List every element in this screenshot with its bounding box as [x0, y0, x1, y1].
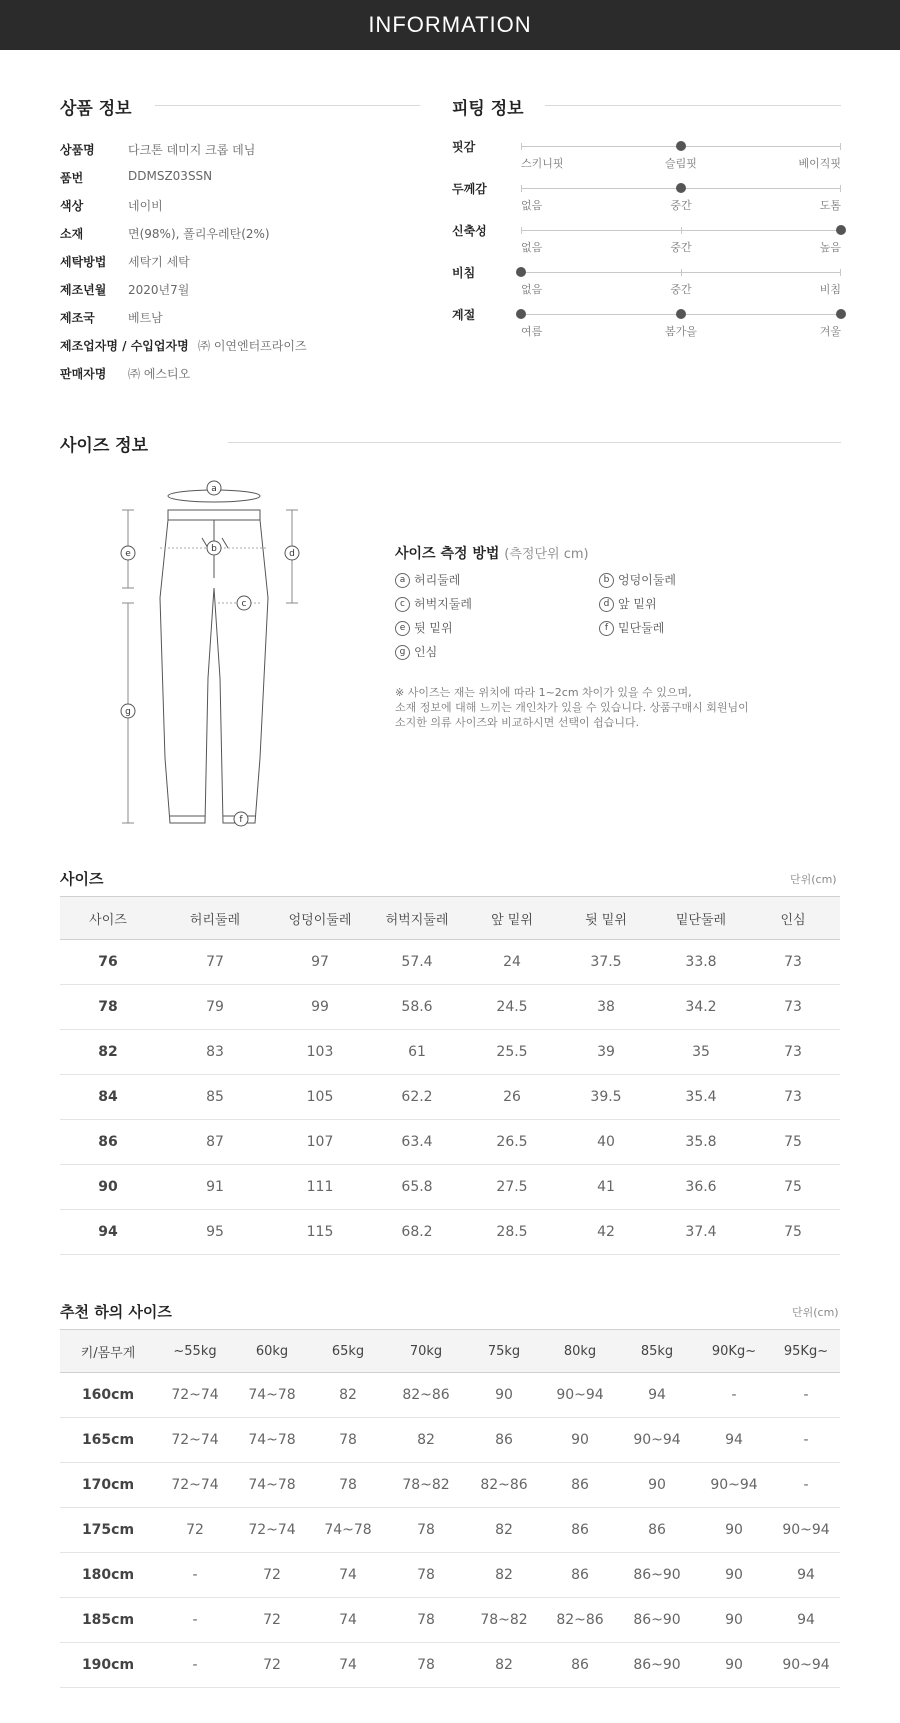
recommend-table-unit: 단위(cm) [792, 1306, 839, 1319]
recommend-table-title: 추천 하의 사이즈 [60, 1303, 172, 1321]
table-cell: 75 [746, 1120, 840, 1165]
product-info-row [60, 309, 163, 329]
table-header-cell: 95Kg~ [772, 1330, 840, 1373]
fitting-track [521, 314, 841, 315]
product-info-row [60, 141, 255, 161]
fitting-option: 도톰 [819, 199, 841, 212]
measure-item [395, 619, 453, 636]
table-cell: 72 [234, 1643, 310, 1688]
table-cell: 94 [772, 1598, 840, 1643]
product-info-row [60, 337, 307, 357]
fitting-tick [840, 269, 841, 276]
measure-note-line: ※ 사이즈는 재는 위치에 따라 1~2cm 차이가 있을 수 있으며, [395, 686, 692, 699]
table-cell: - [772, 1418, 840, 1463]
measure-note-line: 소지한 의류 사이즈와 비교하시면 선택이 쉽습니다. [395, 716, 640, 729]
table-cell: 34.2 [656, 985, 746, 1030]
table-cell: 90~94 [772, 1643, 840, 1688]
product-info-key: 세탁방법 [60, 255, 107, 269]
table-cell: 86 [542, 1508, 618, 1553]
table-cell: 90 [696, 1598, 772, 1643]
information-header: INFORMATION [0, 0, 900, 50]
table-row [60, 1030, 840, 1075]
product-info-title: 상품 정보 [60, 99, 132, 119]
fitting-info-title: 피팅 정보 [452, 99, 524, 119]
measure-item [599, 571, 676, 588]
table-cell: 95 [156, 1210, 274, 1255]
product-info-divider [155, 105, 420, 106]
table-cell: - [772, 1463, 840, 1508]
table-cell: 94 [696, 1418, 772, 1463]
fitting-option: 중간 [670, 199, 692, 212]
fitting-selected-dot [676, 183, 686, 193]
table-cell: 90~94 [696, 1463, 772, 1508]
fitting-tick [521, 143, 522, 150]
table-cell: 78 [386, 1643, 466, 1688]
product-info-key: 상품명 [60, 143, 95, 157]
table-cell: - [696, 1373, 772, 1418]
table-cell: 94 [772, 1553, 840, 1598]
table-cell: 78 [310, 1418, 386, 1463]
measure-marker: e [395, 621, 410, 636]
product-info-key: 제조년월 [60, 283, 107, 297]
fitting-label: 비침 [452, 266, 476, 280]
fitting-selected-dot [676, 141, 686, 151]
product-info-value: 세탁기 세탁 [128, 255, 190, 269]
table-cell: 94 [618, 1373, 696, 1418]
measure-item [395, 571, 460, 588]
product-info-key: 제조국 [60, 311, 95, 325]
fitting-label: 두께감 [452, 182, 487, 196]
table-header-cell: 사이즈 [60, 897, 156, 940]
table-row [60, 985, 840, 1030]
svg-text:c: c [241, 599, 247, 609]
table-cell: 105 [274, 1075, 366, 1120]
fitting-tick [840, 185, 841, 192]
measure-method-title [395, 543, 589, 563]
product-info-key: 품번 [60, 171, 84, 185]
table-cell: 57.4 [366, 940, 468, 985]
product-info-row [60, 281, 189, 301]
table-cell: 26.5 [468, 1120, 556, 1165]
product-info-value: 베트남 [128, 311, 163, 325]
table-cell: 86 [60, 1120, 156, 1165]
measure-label: 앞 밑위 [618, 597, 657, 611]
fitting-selected-dot [516, 267, 526, 277]
marker-c [237, 596, 251, 610]
table-cell: 82 [466, 1643, 542, 1688]
product-info-value: ㈜ 이연엔터프라이즈 [198, 339, 307, 353]
fitting-label: 계절 [452, 308, 476, 322]
svg-text:f: f [239, 815, 243, 825]
fitting-option: 베이직핏 [798, 157, 841, 170]
table-cell: 90~94 [772, 1508, 840, 1553]
table-header-cell: 90Kg~ [696, 1330, 772, 1373]
table-cell: 72~74 [156, 1373, 234, 1418]
table-cell: 78~82 [466, 1598, 542, 1643]
table-cell: 26 [468, 1075, 556, 1120]
fitting-track [521, 272, 841, 273]
table-cell: 86~90 [618, 1553, 696, 1598]
product-info-value: 2020년7월 [128, 283, 190, 297]
table-cell: 185cm [60, 1598, 156, 1643]
table-cell: 78 [386, 1553, 466, 1598]
pants-size-diagram [110, 478, 320, 828]
table-header-cell: 엉덩이둘레 [274, 897, 366, 940]
fitting-option: 겨울 [819, 325, 841, 338]
size-info-title: 사이즈 정보 [60, 436, 149, 456]
product-info-value: DDMSZ03SSN [128, 169, 213, 183]
table-cell: - [156, 1553, 234, 1598]
product-info-value: 면(98%), 폴리우레탄(2%) [128, 227, 270, 241]
table-cell: 39 [556, 1030, 656, 1075]
table-cell: 65.8 [366, 1165, 468, 1210]
measure-item [395, 595, 472, 612]
fitting-selected-dot [516, 309, 526, 319]
table-cell: 73 [746, 940, 840, 985]
table-cell: 103 [274, 1030, 366, 1075]
table-cell: 86 [542, 1643, 618, 1688]
table-cell: 90~94 [618, 1418, 696, 1463]
table-cell: 111 [274, 1165, 366, 1210]
table-cell: 77 [156, 940, 274, 985]
product-info-key: 색상 [60, 199, 84, 213]
measure-label: 뒷 밑위 [414, 621, 453, 635]
table-header-cell: 뒷 밑위 [556, 897, 656, 940]
marker-g [121, 704, 135, 718]
product-info-key: 소재 [60, 227, 84, 241]
table-cell: 90 [618, 1463, 696, 1508]
size-table [60, 896, 840, 1255]
table-cell: 72~74 [156, 1418, 234, 1463]
size-table-unit: 단위(cm) [790, 873, 837, 886]
table-cell: 84 [60, 1075, 156, 1120]
table-header-cell: ~55kg [156, 1330, 234, 1373]
table-cell: 35 [656, 1030, 746, 1075]
size-info-divider [228, 442, 841, 443]
marker-f [234, 812, 248, 826]
fitting-label: 핏감 [452, 140, 476, 154]
measure-marker: a [395, 573, 410, 588]
fitting-tick [840, 143, 841, 150]
fitting-option: 비침 [819, 283, 841, 296]
table-row [60, 1165, 840, 1210]
table-cell: 61 [366, 1030, 468, 1075]
table-cell: 86 [542, 1553, 618, 1598]
table-cell: 90 [542, 1418, 618, 1463]
table-cell: 35.8 [656, 1120, 746, 1165]
table-header-cell: 85kg [618, 1330, 696, 1373]
table-cell: 74~78 [234, 1418, 310, 1463]
fitting-selected-dot [836, 225, 846, 235]
product-info-row [60, 169, 212, 189]
table-cell: 72~74 [234, 1508, 310, 1553]
fitting-tick [681, 227, 682, 234]
table-cell: 74~78 [310, 1508, 386, 1553]
table-cell: 42 [556, 1210, 656, 1255]
table-cell: - [772, 1373, 840, 1418]
recommend-table [60, 1329, 840, 1688]
measure-label: 허벅지둘레 [414, 597, 472, 611]
measure-marker: c [395, 597, 410, 612]
fitting-option: 중간 [670, 283, 692, 296]
product-info-row [60, 225, 270, 245]
table-cell: 40 [556, 1120, 656, 1165]
measure-label: 허리둘레 [414, 573, 461, 587]
table-cell: 74 [310, 1553, 386, 1598]
table-cell: 90~94 [542, 1373, 618, 1418]
table-cell: 24 [468, 940, 556, 985]
table-cell: 78 [386, 1508, 466, 1553]
table-cell: 78 [60, 985, 156, 1030]
product-info-value: 다크톤 데미지 크롭 데님 [128, 143, 256, 157]
table-cell: 24.5 [468, 985, 556, 1030]
table-cell: 74 [310, 1643, 386, 1688]
measure-marker: b [599, 573, 614, 588]
table-cell: 99 [274, 985, 366, 1030]
table-header-cell: 허벅지둘레 [366, 897, 468, 940]
table-cell: 90 [60, 1165, 156, 1210]
table-header-cell: 60kg [234, 1330, 310, 1373]
table-row [60, 1210, 840, 1255]
table-cell: 82 [60, 1030, 156, 1075]
table-row [60, 1553, 840, 1598]
measure-label: 인심 [414, 645, 438, 659]
fitting-track [521, 146, 841, 147]
table-cell: 35.4 [656, 1075, 746, 1120]
table-cell: 85 [156, 1075, 274, 1120]
table-cell: 82~86 [386, 1373, 466, 1418]
fitting-label: 신축성 [452, 224, 487, 238]
table-header-cell: 허리둘레 [156, 897, 274, 940]
table-cell: - [156, 1643, 234, 1688]
measure-item [599, 619, 664, 636]
table-cell: 72 [234, 1553, 310, 1598]
table-header-cell: 75kg [466, 1330, 542, 1373]
table-cell: 97 [274, 940, 366, 985]
measure-unit-label: (측정단위 cm) [504, 547, 589, 562]
table-cell: 160cm [60, 1373, 156, 1418]
fitting-tick [521, 227, 522, 234]
fitting-option: 없음 [521, 241, 543, 254]
table-row [60, 1120, 840, 1165]
table-cell: 90 [696, 1643, 772, 1688]
table-cell: 87 [156, 1120, 274, 1165]
table-cell: 175cm [60, 1508, 156, 1553]
svg-text:a: a [211, 484, 217, 494]
table-header-cell: 65kg [310, 1330, 386, 1373]
fitting-option: 중간 [670, 241, 692, 254]
table-cell: 39.5 [556, 1075, 656, 1120]
svg-text:g: g [125, 707, 131, 717]
table-cell: 75 [746, 1165, 840, 1210]
table-row [60, 1418, 840, 1463]
table-cell: 115 [274, 1210, 366, 1255]
table-cell: 165cm [60, 1418, 156, 1463]
table-cell: 82~86 [466, 1463, 542, 1508]
table-cell: 72~74 [156, 1463, 234, 1508]
fitting-option: 여름 [521, 325, 543, 338]
table-header-cell: 밑단둘레 [656, 897, 746, 940]
measure-item [395, 643, 437, 660]
table-cell: 37.5 [556, 940, 656, 985]
table-header-cell: 인심 [746, 897, 840, 940]
table-cell: 86 [542, 1463, 618, 1508]
measure-method-label: 사이즈 측정 방법 [395, 546, 500, 562]
table-cell: 73 [746, 1075, 840, 1120]
table-cell: 36.6 [656, 1165, 746, 1210]
table-cell: 73 [746, 1030, 840, 1075]
table-cell: 28.5 [468, 1210, 556, 1255]
table-cell: 68.2 [366, 1210, 468, 1255]
table-cell: 78 [386, 1598, 466, 1643]
product-info-row [60, 365, 190, 385]
table-cell: 58.6 [366, 985, 468, 1030]
measure-item [599, 595, 657, 612]
table-cell: 86~90 [618, 1598, 696, 1643]
table-row [60, 1373, 840, 1418]
table-cell: 83 [156, 1030, 274, 1075]
table-cell: 82~86 [542, 1598, 618, 1643]
table-cell: 79 [156, 985, 274, 1030]
table-cell: 38 [556, 985, 656, 1030]
table-cell: 76 [60, 940, 156, 985]
measure-label: 밑단둘레 [618, 621, 665, 635]
fitting-option: 높음 [819, 241, 841, 254]
fitting-tick [521, 185, 522, 192]
table-cell: 73 [746, 985, 840, 1030]
measure-marker: g [395, 645, 410, 660]
fitting-selected-dot [676, 309, 686, 319]
table-cell: 25.5 [468, 1030, 556, 1075]
table-cell: 41 [556, 1165, 656, 1210]
table-cell: 62.2 [366, 1075, 468, 1120]
table-cell: 74 [310, 1598, 386, 1643]
table-cell: 75 [746, 1210, 840, 1255]
table-row [60, 940, 840, 985]
marker-e [121, 546, 135, 560]
fitting-option: 스키니핏 [521, 157, 564, 170]
fitting-option: 슬림핏 [665, 157, 697, 170]
table-cell: 180cm [60, 1553, 156, 1598]
table-cell: 82 [466, 1553, 542, 1598]
fitting-option: 없음 [521, 199, 543, 212]
table-row [60, 1075, 840, 1120]
fitting-info-divider [545, 105, 841, 106]
table-header-cell: 80kg [542, 1330, 618, 1373]
table-row [60, 1463, 840, 1508]
table-cell: 86~90 [618, 1643, 696, 1688]
fitting-tick [681, 269, 682, 276]
table-row [60, 1508, 840, 1553]
table-cell: 91 [156, 1165, 274, 1210]
measure-label: 엉덩이둘레 [618, 573, 676, 587]
svg-text:d: d [289, 549, 295, 559]
table-header-cell: 앞 밑위 [468, 897, 556, 940]
table-cell: 82 [310, 1373, 386, 1418]
fitting-track [521, 230, 841, 231]
product-info-value: 네이비 [128, 199, 163, 213]
table-cell: 74~78 [234, 1463, 310, 1508]
svg-text:b: b [211, 544, 217, 554]
fitting-selected-dot [836, 309, 846, 319]
size-table-title: 사이즈 [60, 870, 104, 888]
measure-note-line: 소재 정보에 대해 느끼는 개인차가 있을 수 있습니다. 상품구매시 회원님이 [395, 701, 749, 714]
table-header-cell: 70kg [386, 1330, 466, 1373]
table-cell: 94 [60, 1210, 156, 1255]
table-cell: 82 [386, 1418, 466, 1463]
table-cell: 190cm [60, 1643, 156, 1688]
fitting-track [521, 188, 841, 189]
table-cell: 170cm [60, 1463, 156, 1508]
product-info-value: ㈜ 에스티오 [128, 367, 191, 381]
table-cell: 63.4 [366, 1120, 468, 1165]
table-cell: 90 [696, 1508, 772, 1553]
marker-a [207, 481, 221, 495]
table-cell: 86 [466, 1418, 542, 1463]
marker-b [207, 541, 221, 555]
table-cell: 33.8 [656, 940, 746, 985]
measure-marker: f [599, 621, 614, 636]
product-info-key: 판매자명 [60, 367, 107, 381]
marker-d [285, 546, 299, 560]
product-info-key: 제조업자명 / 수입업자명 [60, 339, 189, 353]
table-cell: 86 [618, 1508, 696, 1553]
table-cell: 72 [156, 1508, 234, 1553]
table-cell: 107 [274, 1120, 366, 1165]
table-cell: 78~82 [386, 1463, 466, 1508]
fitting-option: 없음 [521, 283, 543, 296]
table-cell: 37.4 [656, 1210, 746, 1255]
table-cell: 90 [696, 1553, 772, 1598]
table-cell: 27.5 [468, 1165, 556, 1210]
table-row [60, 1598, 840, 1643]
product-info-row [60, 253, 190, 273]
svg-text:e: e [125, 549, 131, 559]
table-cell: 82 [466, 1508, 542, 1553]
table-row [60, 1643, 840, 1688]
table-cell: 78 [310, 1463, 386, 1508]
table-cell: 90 [466, 1373, 542, 1418]
product-info-row [60, 197, 163, 217]
fitting-option: 봄가을 [665, 325, 697, 338]
table-cell: 72 [234, 1598, 310, 1643]
measure-marker: d [599, 597, 614, 612]
table-cell: 74~78 [234, 1373, 310, 1418]
table-cell: - [156, 1598, 234, 1643]
table-header-cell: 키/몸무게 [60, 1330, 156, 1373]
